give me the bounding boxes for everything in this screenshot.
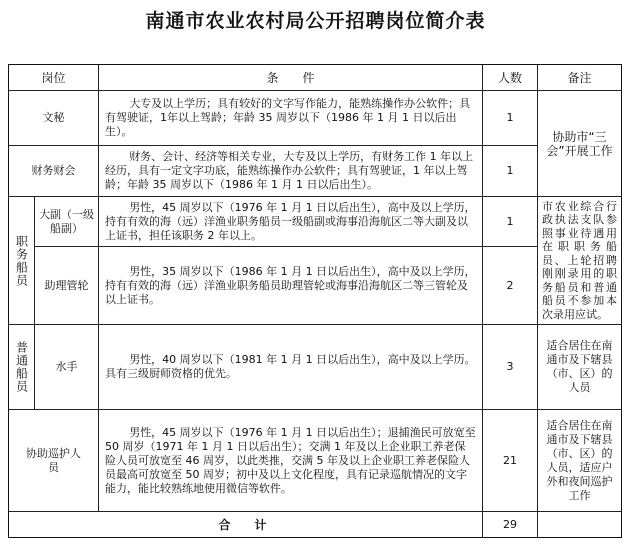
page-title: 南通市农业农村局公开招聘岗位简介表 <box>145 10 486 32</box>
post-shuishou: 水手 <box>35 325 99 410</box>
note-sanhui: 协助市“三会”开展工作 <box>538 91 621 197</box>
count-shuishou: 3 <box>483 325 538 410</box>
post-mishu: 文秘 <box>9 91 99 146</box>
count-mishu: 1 <box>483 91 538 146</box>
note-nantong-2: 适合居住在南通市及下辖县（市、区）的人员，适应户外和夜间巡护工作 <box>538 410 621 512</box>
header-note: 备注 <box>538 65 621 91</box>
header-condition: 条 件 <box>99 65 483 91</box>
condition-xunhu: 男性，45 周岁以下（1976 年 1 月 1 日以后出生）；退捕渔民可放宽至 50 周岁（1971 年 1 月 1 日以后出生）；交满 1 年及以上企业职工养老保险人员可放宽至 46 周岁，以此类推，交满 5 年及以上企业职工养老保险人员最高可放宽至 50 周岁；初中及以上文化程度，具有记录巡航情况的文字能力，能比较熟练地使用微信等软件。 <box>99 410 483 512</box>
note-chuanyuan: 市农业综合行政执法支队参照事业待遇用在职职务船员、上轮招聘刚刚录用的职务船员和普通船员不参加本次录用应试。 <box>538 197 621 325</box>
condition-guanlun: 男性，35 周岁以下（1986 年 1 月 1 日以后出生），高中及以上学历，持有有效的海（远）洋渔业职务船员助理管轮或海事沿海航区二等三管轮及以上证书。 <box>99 247 483 325</box>
condition-caiwu: 财务、会计、经济等相关专业，大专及以上学历，有财务工作 1 年以上经历，具有一定文字功底，能熟练操作办公软件；具有驾驶证，1 年以上驾龄；年龄 35 周岁以下（1986 年 1 月 1 日以后出生）。 <box>99 146 483 197</box>
condition-shuishou: 男性，40 周岁以下（1981 年 1 月 1 日以后出生），高中及以上学历。具有三级厨师资格的优先。 <box>99 325 483 410</box>
condition-mishu: 大专及以上学历；具有较好的文字写作能力，能熟练操作办公软件；具有驾驶证，1年以上驾龄；年龄 35 周岁以下（1986 年 1 月 1 日以后出生）。 <box>99 91 483 146</box>
note-nantong-1: 适合居住在南通市及下辖县（市、区）的人员 <box>538 325 621 410</box>
condition-dafu: 男性，45 周岁以下（1976 年 1 月 1 日以后出生），高中及以上学历，持有有效的海（远）洋渔业职务船员一级船副或海事沿海航区二等大副及以上证书，担任该职务 2 年以上。 <box>99 197 483 247</box>
count-dafu: 1 <box>483 197 538 247</box>
post-guanlun: 助理管轮 <box>35 247 99 325</box>
group-putong: 普通船员 <box>9 325 35 410</box>
count-caiwu: 1 <box>483 146 538 197</box>
post-caiwu: 财务财会 <box>9 146 99 197</box>
count-guanlun: 2 <box>483 247 538 325</box>
recruitment-table <box>8 64 622 538</box>
total-label: 合 计 <box>9 512 483 537</box>
count-xunhu: 21 <box>483 410 538 512</box>
post-dafu: 大副（一级船副） <box>35 197 99 247</box>
post-xunhu: 协助巡护人员 <box>9 410 99 512</box>
header-count: 人数 <box>483 65 538 91</box>
total-note-empty <box>538 512 621 537</box>
total-count: 29 <box>483 512 538 537</box>
header-post: 岗位 <box>9 65 99 91</box>
group-zhiwu: 职务船员 <box>9 197 35 325</box>
